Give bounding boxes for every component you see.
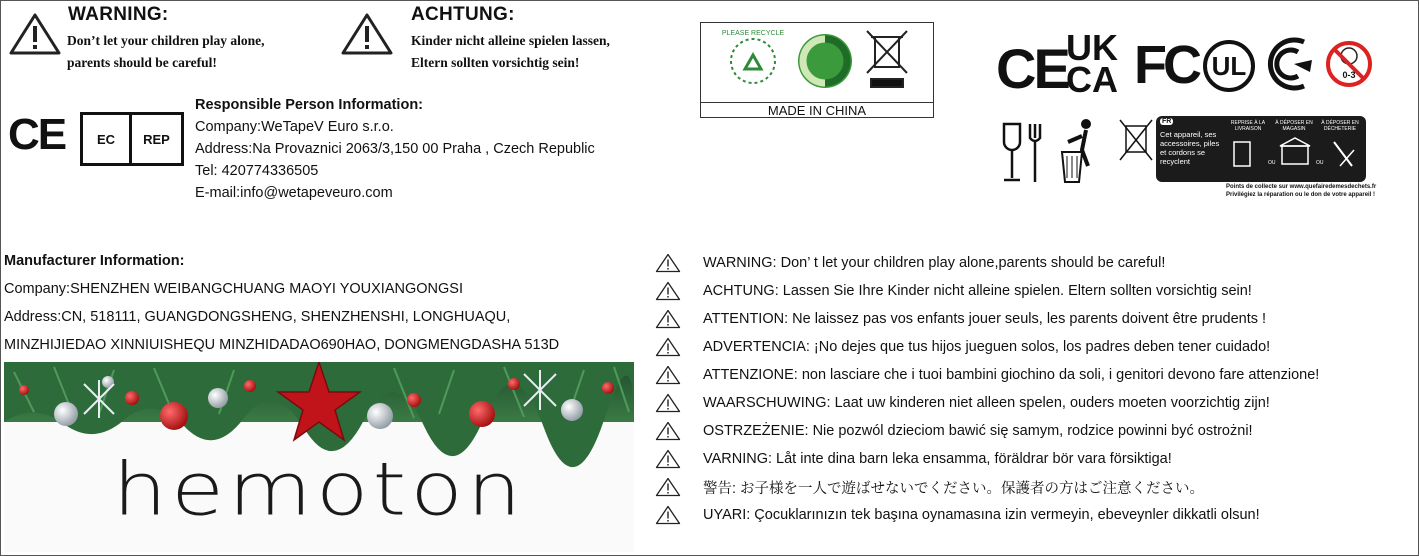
warning-row-text: ATTENZIONE: non lasciare che i tuoi bambini giochino da soli, i genitori devono fare attenzione! — [703, 367, 1320, 383]
warning-row-text: ADVERTENCIA: ¡No dejes que tus hijos jueguen solos, los padres deben tener cuidado! — [703, 339, 1271, 355]
responsible-person-block — [195, 94, 595, 204]
warning-triangle-icon — [655, 253, 681, 273]
responsible-company: Company:WeTapeV Euro s.r.o. — [195, 119, 394, 135]
warning-triangle-icon — [340, 12, 394, 56]
fr-badge: FR — [1162, 118, 1172, 125]
crossed-bin-icon — [867, 31, 907, 87]
ukca-mark — [1066, 27, 1118, 100]
responsible-address: Address:Na Provaznici 2063/3,150 00 Praha , Czech Republic — [195, 141, 595, 157]
triman-label — [1116, 112, 1377, 208]
manufacturer-company: Company:SHENZHEN WEIBANGCHUANG MAOYI YOUXIANGONGSI — [4, 281, 463, 297]
crossed-bin-small-icon — [1116, 116, 1156, 176]
brand-banner — [4, 362, 634, 552]
triman-pictos-icon — [1228, 136, 1362, 180]
warning-row — [655, 250, 1165, 276]
fcc-mark: FC — [1134, 35, 1198, 95]
responsible-email: E-mail:info@wetapeveuro.com — [195, 185, 393, 201]
ec-label: EC — [83, 115, 132, 163]
ukca-bottom: CA — [1066, 59, 1118, 100]
warning-line-de-2: Eltern sollten vorsichtig sein! — [411, 55, 580, 70]
warning-triangle-icon — [655, 505, 681, 525]
warning-row-text: VARNING: Låt inte dina barn leka ensamma, föräldrar bör vara försiktiga! — [703, 451, 1172, 467]
warning-triangle-icon — [655, 281, 681, 301]
warning-triangle-icon — [655, 477, 681, 497]
ul-text: UL — [1211, 51, 1247, 81]
warning-row — [655, 390, 1270, 416]
warning-row-text: OSTRZEŻENIE: Nie pozwól dzieciom bawić się samym, rodzice powinni być ostrożni! — [703, 423, 1253, 439]
warning-row-text: ACHTUNG: Lassen Sie Ihre Kinder nicht alleine spielen. Eltern sollten vorsichtig sein! — [703, 283, 1252, 299]
manufacturer-address-2: MINZHIJIEDAO XINNIUISHEQU MINZHIDADAO690HAO, DONGMENGDASHA 513D — [4, 337, 560, 353]
rcm-mark-icon — [1264, 34, 1318, 94]
ec-rep-symbol — [80, 112, 184, 166]
triman-footer-1: Points de collecte sur www.quefairedemesdechets.fr — [1226, 184, 1377, 190]
manufacturer-address-1: Address:CN, 518111, GUANGDONGSHENG, SHENZHENSHI, LONGHUAQU, — [4, 309, 511, 325]
ce-mark: CE — [8, 110, 66, 159]
responsible-tel: Tel: 420774336505 — [195, 163, 319, 179]
warning-line-de-1: Kinder nicht alleine spielen lassen, — [411, 33, 610, 48]
triman-col-2: À DÉPOSER EN MAGASIN — [1275, 120, 1313, 132]
warning-line-en-2: parents should be careful! — [67, 55, 217, 70]
warning-title-de: ACHTUNG: — [411, 4, 515, 25]
warning-triangle-icon — [655, 365, 681, 385]
triman-columns — [1226, 120, 1362, 132]
warning-row — [655, 446, 1172, 472]
warning-triangle-icon — [655, 309, 681, 329]
warning-line-en-1: Don’t let your children play alone, — [67, 33, 265, 48]
warning-triangle-icon — [655, 421, 681, 441]
green-dot-icon — [798, 34, 852, 88]
please-recycle-text: PLEASE RECYCLE — [721, 30, 785, 37]
please-recycle-icon — [722, 30, 785, 83]
triman-col-3: À DÉPOSER EN DÉCHETERIE — [1321, 120, 1359, 132]
rep-label: REP — [143, 131, 170, 147]
triman-panel — [1156, 116, 1366, 182]
warning-triangle-icon — [8, 12, 62, 56]
warning-triangle-icon — [655, 449, 681, 469]
age-warning-icon — [1324, 34, 1374, 94]
brand-logo: hemoton — [112, 447, 526, 533]
warning-row-text: WARNING: Don’ t let your children play alone,parents should be careful! — [703, 255, 1166, 271]
triman-ou-2: OU — [1316, 160, 1324, 166]
warning-triangle-icon — [655, 337, 681, 357]
ce-mark-large: CE — [996, 37, 1068, 100]
age-text: 0-3 — [1342, 70, 1356, 80]
warning-row — [655, 334, 1270, 360]
recycle-box — [700, 22, 934, 118]
made-in-china: MADE IN CHINA — [701, 102, 933, 118]
warning-row-text: UYARI: Çocuklarınızın tek başına oynamasına izin vermeyin, ebeveynler dikkatli olsun! — [703, 507, 1260, 523]
triman-footer-2: Privilégiez la réparation ou le don de votre appareil ! — [1226, 192, 1376, 198]
warning-row — [655, 278, 1252, 304]
recycle-symbols — [701, 23, 933, 97]
food-safe-icon — [998, 118, 1048, 188]
warning-triangle-icon — [655, 393, 681, 413]
ukca-top: UK — [1066, 27, 1118, 68]
tidyman-icon — [1052, 116, 1104, 186]
warning-row — [655, 474, 1204, 500]
triman-text: Cet appareil, ses accessoires, piles et cordons se recyclent — [1160, 130, 1220, 166]
triman-col-1: REPRISE À LA LIVRAISON — [1230, 120, 1266, 132]
manufacturer-heading: Manufacturer Information: — [4, 253, 185, 269]
warning-row — [655, 306, 1266, 332]
warning-row-text: ATTENTION: Ne laissez pas vos enfants jouer seuls, les parents doivent être prudents ! — [703, 311, 1267, 327]
warning-row — [655, 362, 1319, 388]
warning-row — [655, 502, 1260, 528]
responsible-person-heading: Responsible Person Information: — [195, 97, 423, 113]
triman-ou-1: OU — [1268, 160, 1276, 166]
warning-title-en: WARNING: — [68, 4, 169, 25]
ul-mark — [1202, 36, 1256, 96]
warning-row — [655, 418, 1253, 444]
warning-row-text: 警告: お子様を一人で遊ばせないでください。保護者の方はご注意ください。 — [703, 480, 1205, 497]
warning-row-text: WAARSCHUWING: Laat uw kinderen niet alleen spelen, ouders moeten voorzichtig zijn! — [703, 395, 1270, 411]
